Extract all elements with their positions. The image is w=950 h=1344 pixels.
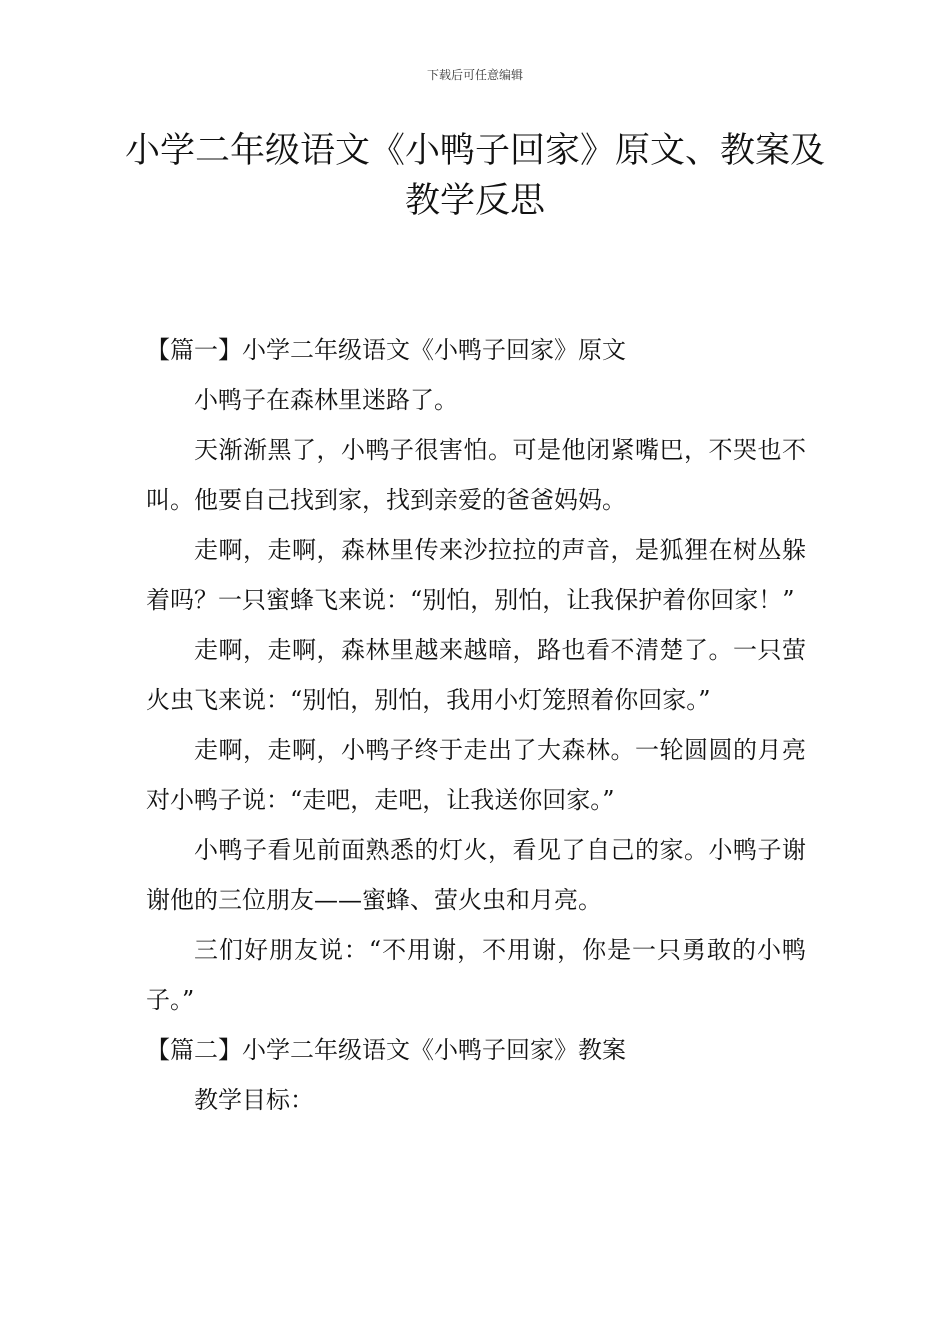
section-heading-1: 【篇一】小学二年级语文《小鸭子回家》原文 <box>146 336 626 364</box>
section-heading-2: 【篇二】小学二年级语文《小鸭子回家》教案 <box>146 1036 626 1064</box>
paragraph: 小鸭子看见前面熟悉的灯火，看见了自己的家。小鸭子谢谢他的三位朋友——蜜蜂、萤火虫和月亮。 <box>146 836 806 914</box>
paragraph: 走啊，走啊，森林里越来越暗，路也看不清楚了。一只萤火虫飞来说：“别怕，别怕，我用小灯笼照着你回家。” <box>146 636 806 714</box>
paragraph: 走啊，走啊，小鸭子终于走出了大森林。一轮圆圆的月亮对小鸭子说：“走吧，走吧，让我送你回家。” <box>146 736 806 814</box>
paragraph: 走啊，走啊，森林里传来沙拉拉的声音，是狐狸在树丛躲着吗？一只蜜蜂飞来说：“别怕，别怕，让我保护着你回家！” <box>146 536 806 614</box>
document-title: 小学二年级语文《小鸭子回家》原文、教案及教学反思 <box>124 131 825 221</box>
paragraph: 小鸭子在森林里迷路了。 <box>194 386 458 414</box>
page-header-note: 下载后可任意编辑 <box>426 68 523 82</box>
document-body <box>146 325 806 1125</box>
paragraph: 教学目标： <box>194 1086 314 1114</box>
paragraph: 三们好朋友说：“不用谢，不用谢，你是一只勇敢的小鸭子。” <box>146 936 806 1014</box>
paragraph: 天渐渐黑了，小鸭子很害怕。可是他闭紧嘴巴，不哭也不叫。他要自己找到家，找到亲爱的爸爸妈妈。 <box>146 436 806 514</box>
